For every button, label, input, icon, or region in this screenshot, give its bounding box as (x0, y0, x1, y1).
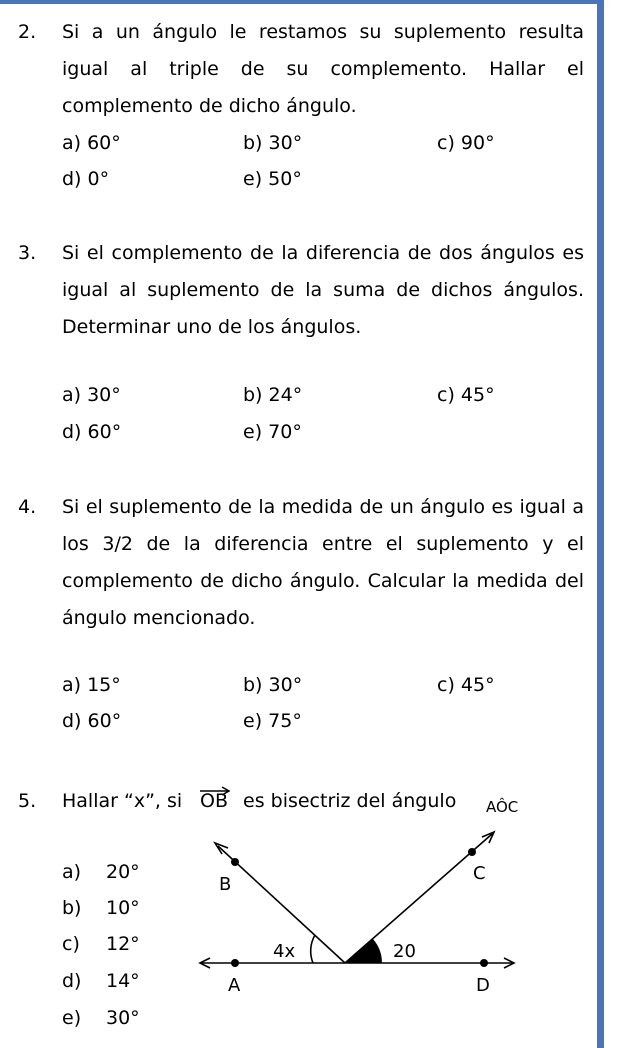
question-3-option-c[interactable]: c) 45° (437, 384, 495, 406)
question-5-option-e-value: 30° (106, 1007, 140, 1029)
question-5-option-b-value: 10° (106, 897, 140, 919)
point-b (231, 858, 239, 866)
question-5-option-d-value: 14° (106, 970, 140, 992)
angle-4x-arc (311, 935, 315, 963)
question-4-text: Si el suplemento de la medida de un ángulo es igual a los 3/2 de la diferencia entre el suplemento y el complemento de dicho ángulo. Calcular la medida del ángulo mencionado. (62, 496, 584, 629)
label-b: B (219, 874, 232, 895)
question-5-option-d-letter: d) (62, 970, 82, 992)
point-a (231, 959, 239, 967)
label-c: C (473, 863, 486, 884)
question-5-option-c-letter: c) (62, 933, 80, 955)
vector-ob-label: OB (200, 790, 228, 812)
question-5-text-before: Hallar “x”, si (62, 790, 183, 812)
question-2-option-e[interactable]: e) 50° (243, 168, 302, 190)
question-3-option-d[interactable]: d) 60° (62, 421, 122, 443)
question-5-option-a-letter: a) (62, 861, 82, 883)
question-2-option-d[interactable]: d) 0° (62, 168, 110, 190)
question-5-option-c-value: 12° (106, 933, 140, 955)
question-3-option-b[interactable]: b) 24° (243, 384, 303, 406)
question-3-text: Si el complemento de la diferencia de dos ángulos es igual al suplemento de la suma de dichos ángulos. Determinar uno de los ángulos. (62, 242, 584, 338)
question-2-option-b[interactable]: b) 30° (243, 132, 303, 154)
question-2-option-a[interactable]: a) 60° (62, 132, 121, 154)
question-5-option-e-letter: e) (62, 1007, 82, 1029)
label-a: A (228, 975, 241, 996)
question-2-text: Si a un ángulo le restamos su suplemento resulta igual al triple de su complemento. Hallar el complemento de dicho ángulo. (62, 21, 584, 117)
question-4-option-a[interactable]: a) 15° (62, 674, 121, 696)
question-3-option-e[interactable]: e) 70° (243, 421, 302, 443)
question-5-option-a-value: 20° (106, 861, 140, 883)
label-20: 20 (393, 941, 416, 962)
question-5-option-b-letter: b) (62, 897, 82, 919)
question-4-option-b[interactable]: b) 30° (243, 674, 303, 696)
label-d: D (476, 975, 490, 996)
question-2-option-c[interactable]: c) 90° (437, 132, 495, 154)
question-3-option-a[interactable]: a) 30° (62, 384, 121, 406)
question-4-option-d[interactable]: d) 60° (62, 710, 122, 732)
angle-aoc-label: AÔC (486, 798, 519, 816)
point-d (480, 959, 488, 967)
angle-20-sector (345, 939, 382, 963)
question-4-option-e[interactable]: e) 75° (243, 710, 302, 732)
question-4-number: 4. (18, 496, 37, 518)
question-5-text-after: es bisectriz del ángulo (243, 790, 457, 812)
point-c (468, 848, 476, 856)
question-3-number: 3. (18, 242, 37, 264)
question-4-option-c[interactable]: c) 45° (437, 674, 495, 696)
question-5-number: 5. (18, 790, 37, 812)
label-4x: 4x (273, 941, 296, 962)
question-2-number: 2. (18, 21, 37, 43)
